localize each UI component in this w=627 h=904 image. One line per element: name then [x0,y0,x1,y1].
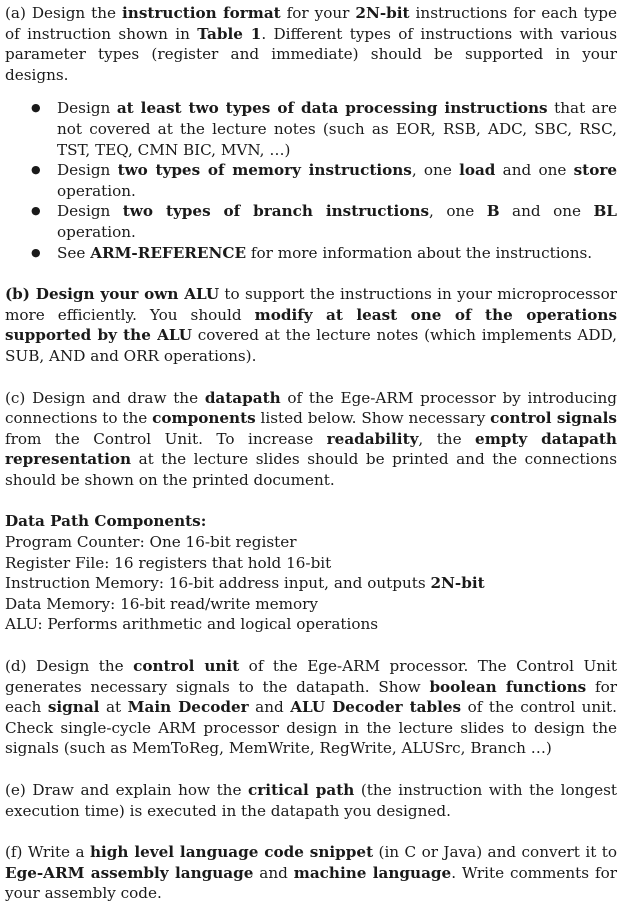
text-run: of the Ege-ARM processor by introducing connections to the [5,388,617,428]
text-run: covered at the lecture notes (which implements ADD, SUB, AND and ORR operations). [5,326,617,365]
text-run: ALU: Performs arithmetic and logical operations [5,615,379,634]
section-a [5,3,617,263]
bold-text-run: 2N-bit [355,4,410,22]
section-e-text [5,780,617,821]
bold-text-run: empty datapath representation [5,429,617,469]
bold-text-run: readability [326,429,419,448]
section-b-text [5,284,617,366]
bold-text-run: boolean functions [429,677,587,696]
bold-text-run: at least two types of data processing instructions [116,99,548,118]
section-d [5,656,617,759]
text-run: (e) Draw and explain how the [5,781,249,799]
section-f-text [5,842,617,904]
text-run: and one [495,161,574,180]
text-run: Register File: 16 registers that hold 16-bit [5,553,332,572]
bold-text-run: datapath [204,388,281,407]
component-register-file [5,553,617,574]
text-run: (a) Design the [5,4,123,22]
bold-text-run: 2N-bit [430,574,485,593]
bold-text-run: two types of branch instructions [122,202,430,221]
text-run: (c) Design and draw the [5,388,205,407]
bullet-arm-reference [57,243,617,264]
text-run: to support the instructions in your microprocessor more efficiently. You should [5,285,617,324]
text-run: operation. [57,222,136,241]
bold-text-run: critical path [248,781,355,799]
bullet-branch-instructions [57,201,617,242]
bullet-data-processing [57,98,617,160]
component-data-memory [5,594,617,615]
bold-text-run: control unit [133,657,240,676]
section-e [5,780,617,821]
bold-text-run: signal [47,698,100,717]
bold-text-run: ALU Decoder tables [290,698,462,717]
text-run: for more information about the instructions. [246,243,593,262]
text-run: instructions for each type of instruction shown in [5,4,617,43]
text-run: and [253,863,294,882]
component-program-counter [5,532,617,553]
section-d-text [5,656,617,759]
bold-text-run: Table 1 [197,24,262,43]
bullet-memory-instructions [57,160,617,201]
text-run: (d) Design the [5,657,134,676]
section-f [5,842,617,904]
text-run: (f) Write a [5,843,90,862]
component-alu [5,614,617,635]
text-run: (in C or Java) and convert it to [373,843,617,862]
section-c-text [5,388,617,491]
bold-text-run: Main Decoder [127,698,249,717]
text-run: operation. [57,181,136,200]
text-run: . Different types of instructions with various parameter types (register and immediate) should be supported in your designs. [5,24,617,84]
bold-text-run: store [573,161,617,180]
text-run: for each [5,677,617,717]
component-instruction-memory [5,573,617,594]
section-a-text [5,3,617,85]
text-run: at [99,698,128,717]
bold-text-run: BL [593,202,617,221]
bold-text-run: instruction format [122,4,281,22]
bold-text-run: load [459,161,496,180]
section-a-bullet-list [5,98,617,263]
text-run: Program Counter: One 16-bit register [5,533,297,552]
text-run: Data Memory: 16-bit read/write memory [5,594,319,613]
bold-text-run: modify at least one of the operations supported by the ALU [5,305,617,345]
text-run: Design [57,161,118,180]
text-run: that are not covered at the lecture notes (such as EOR, RSB, ADC, SBC, RSC, TST, TEQ, CMN BIC, MVN, …) [57,99,617,159]
text-run: Instruction Memory: 16-bit address input, and outputs [5,574,431,593]
text-run: , the [418,429,476,448]
text-run: Design [57,99,117,118]
text-run: , one [411,161,460,180]
bold-text-run: machine language [293,863,452,882]
bold-text-run: (b) Design your own ALU [5,285,220,304]
text-run: listed below. Show necessary [255,409,491,428]
text-run: at the lecture slides should be printed and the connections should be shown on the printed document. [5,450,617,489]
text-run: (the instruction with the longest execution time) is executed in the datapath you designed. [5,781,617,820]
bold-text-run: two types of memory instructions [117,161,412,180]
bold-text-run: control signals [490,409,617,428]
text-run: . Write comments for your assembly code. [5,863,617,903]
bold-text-run: components [152,409,256,428]
components-heading: Data Path Components: [5,512,207,531]
text-run: , one [429,202,487,221]
text-run: and one [499,202,594,221]
text-run: See [57,243,91,262]
text-run: of the control unit. Check single-cycle ARM processor design in the lecture slides to design the signals (such as MemToReg, MemWrite, RegWrite, ALUSrc, Branch …) [5,698,617,758]
section-b [5,284,617,366]
text-run: and [248,698,291,717]
section-c [5,388,617,491]
bold-text-run: Ege-ARM assembly language [5,863,254,882]
data-path-components [5,511,617,635]
bold-text-run: high level language code snippet [89,843,374,862]
text-run: from the Control Unit. To increase [5,429,327,448]
text-run: of the Ege-ARM processor. The Control Unit generates necessary signals to the datapath. Show [5,657,618,696]
bold-text-run: ARM-REFERENCE [90,243,247,262]
text-run: for your [280,4,356,22]
bold-text-run: B [486,202,500,221]
text-run: Design [57,202,123,221]
